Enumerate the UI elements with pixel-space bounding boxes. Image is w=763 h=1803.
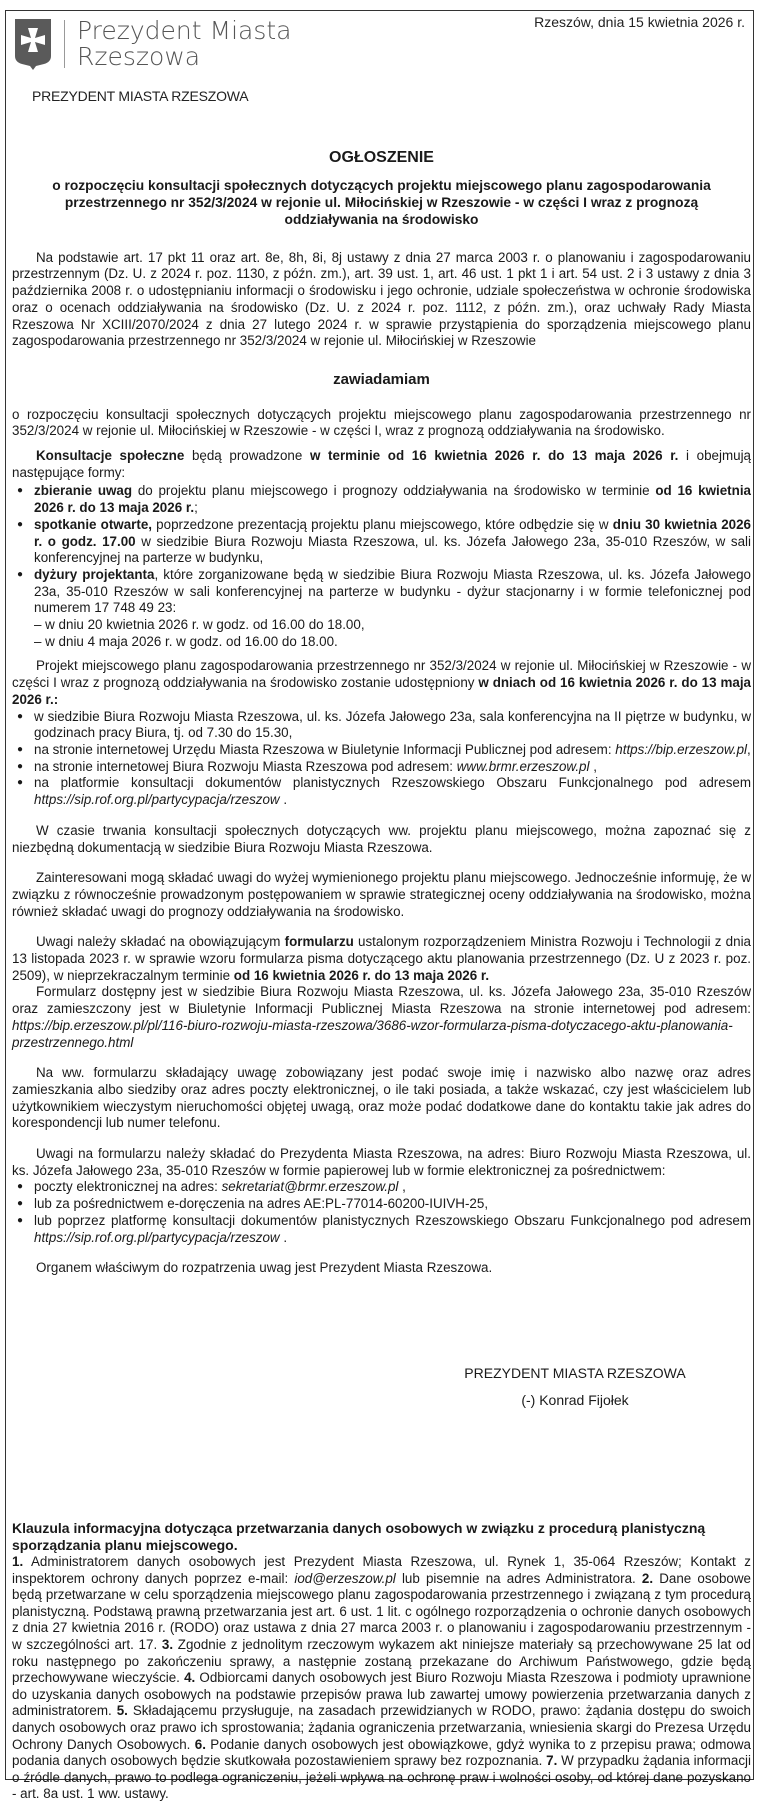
bip-link[interactable]: https://bip.erzeszow.pl xyxy=(615,741,748,757)
form-dates: od 16 kwietnia 2026 r. do 13 maja 2026 r. xyxy=(34,483,751,516)
list-item xyxy=(34,1179,751,1196)
submit-paragraph: Uwagi na formularzu należy składać do Prezydenta Miasta Rzeszowa, na adres: Biuro Rozwoju Miasta Rzeszowa, ul. ks. Józefa Jałowego 23a, 35-010 Rzeszów w formie papierowej lub w formie elektronicznej za pośrednictwem: xyxy=(12,1146,751,1178)
consultation-end: i obejmują następujące formy: xyxy=(12,448,752,480)
sip-link[interactable]: https://sip.rof.org.pl/partycypacja/rzeszow xyxy=(34,1229,280,1245)
clause-num: 3. xyxy=(161,1636,174,1652)
clause-title: Klauzula informacyjna dotycząca przetwarzania danych osobowych w związku z procedurą planistyczną sporządzania planu miejscowego. xyxy=(12,1520,706,1553)
clause-num: 5. xyxy=(116,1703,128,1719)
consultation-dates: w terminie od 16 kwietnia 2026 r. do 13 maja 2026 r. xyxy=(309,448,679,464)
channel-text: lub poprzez platformę konsultacji dokumentów planistycznych Rzeszowskiego Obszaru Funkcjonalnego pod adresem xyxy=(34,1212,751,1228)
form-link[interactable]: https://bip.erzeszow.pl/pl/116-biuro-rozwoju-miasta-rzeszowa/3686-wzor-formularza-pisma-dotyczacego-aktu-planowania-przestrzennego.html xyxy=(12,1017,733,1050)
signature-name: (-) Konrad Fijołek xyxy=(521,1392,629,1408)
form-text: do projektu planu miejscowego i prognozy oddziaływania na środowisko w terminie xyxy=(132,483,656,499)
clause-text: Podanie danych osobowych jest obowiązkowe, gdyż wynika to z przepisu prawa; odmowa podania danych osobowych będzie skutkowała pozostawieniem sprawy bez rozpoznania. xyxy=(12,1736,751,1769)
form-end: w siedzibie Biura Rozwoju Miasta Rzeszowa, ul. ks. Józefa Jałowego 23a, 35-010 Rzeszów, w sali konferencyjnej na parterze w budynku, xyxy=(34,533,751,566)
channel-text: poczty elektronicznej na adres: xyxy=(34,1179,222,1195)
form-avail-text: Formularz dostępny jest w siedzibie Biura Rozwoju Miasta Rzeszowa, ul. ks. Józefa Jałowego 23a, 35-010 Rzeszów oraz zamieszczony jest w Biuletynie Informacji Publicznej Miasta Rzeszowa na stronie internetowej pod adresem: xyxy=(12,984,751,1017)
form-text: poprzedzone prezentacją projektu planu miejscowego, które odbędzie się w xyxy=(152,516,613,532)
submit-channels-list xyxy=(12,1179,751,1246)
clause-num: 4. xyxy=(184,1670,196,1686)
logo-line-1: Prezydent Miasta xyxy=(77,16,292,45)
list-item xyxy=(34,1213,751,1246)
consultation-forms-list xyxy=(12,483,751,650)
sip-link[interactable]: https://sip.rof.org.pl/partycypacja/rzeszow xyxy=(34,792,280,808)
list-item xyxy=(34,759,751,776)
consultation-label: Konsultacje społeczne xyxy=(36,448,185,464)
clause-text: W przypadku żądania informacji o źródle danych, prawo to podlega ograniczeniu, jeżeli wpływa na ochronę praw i wolności osoby, od której dane pozyskano - art. 8a ust. 1 ww. ustawy. xyxy=(12,1753,751,1802)
list-item xyxy=(34,483,751,516)
channel-end: , xyxy=(398,1179,406,1195)
comments-paragraph: Zainteresowani mogą składać uwagi do wyżej wymienionego projektu planu miejscowego. Jednocześnie informuję, że w związku z równocześnie prowadzonym postępowaniem w sprawie strategicznej oceny oddziaływania na środowisko, można również składać uwagi do prognozy oddziaływania na środowisko. xyxy=(12,870,751,919)
list-item xyxy=(34,775,751,808)
form-label: spotkanie otwarte, xyxy=(34,516,153,532)
place-end: , xyxy=(747,741,751,757)
consultation-text: będą prowadzone xyxy=(184,448,310,464)
notice-title: OGŁOSZENIE xyxy=(329,149,434,166)
email-link[interactable]: sekretariat@brmr.erzeszow.pl xyxy=(221,1179,399,1195)
signature-block xyxy=(440,1360,710,1414)
list-item xyxy=(34,517,751,567)
logo-text xyxy=(77,18,292,70)
form-fields-paragraph: Na ww. formularzu składający uwagę zobowiązany jest podać swoje imię i nazwisko albo nazwę oraz adres zamieszkania albo siedziby oraz adres poczty elektronicznej, o ile taki posiada, a także wskazać, czy jest właścicielem lub użytkownikiem wieczystym nieruchomości objętej uwagą, oraz może podać dodatkowe dane do kontaktu takie jak adres do korespondencji lub numer telefonu. xyxy=(12,1065,751,1131)
clause-end: lub pisemnie na adres Administratora. xyxy=(395,1570,642,1586)
availability-list xyxy=(12,709,751,809)
authority-paragraph: Organem właściwym do rozpatrzenia uwag jest Prezydent Miasta Rzeszowa. xyxy=(36,1260,493,1276)
form-label: zbieranie uwag xyxy=(34,483,133,499)
place-text: w siedzibie Biura Rozwoju Miasta Rzeszowa, ul. ks. Józefa Jałowego 23a, sala konferencyjna na II piętrze w budynku, w godzinach pracy Biura, tj. od 7.30 do 15.30, xyxy=(34,708,751,741)
form-availability-paragraph xyxy=(12,984,751,1051)
clause-text: Dane osobowe będą przetwarzane w celu sporządzenia miejscowego planu zagospodarowania przestrzennego i związaną z tym procedurą planistyczną. Podstawą prawną przetwarzania jest art. 6 ust. 1 lit. c ogólnego rozporządzenia o ochronie danych osobowych z dnia 27 kwietnia 2016 r. (RODO) oraz ustawa z dnia 27 marca 2003 r. o planowaniu i zagospodarowaniu przestrzennym - w szczególności art. 17. xyxy=(12,1570,751,1652)
duty-date: – w dniu 20 kwietnia 2026 r. w godz. od 16.00 do 18.00, xyxy=(34,617,365,633)
clause-text: Administratorem danych osobowych jest Prezydent Miasta Rzeszowa, ul. Rynek 1, 35-064 Rzeszów; Kontakt z inspektorem ochrony danych poprzez e-mail: xyxy=(12,1554,751,1586)
issuer-name: PREZYDENT MIASTA RZESZOWA xyxy=(32,88,249,104)
clause-text: Składającemu przysługuje, na zasadach przewidzianych w RODO, prawo: żądania dostępu do swoich danych osobowych oraz prawo ich sprostowania; żądania ograniczenia przetwarzania, wniesienia skargi do Prezesa Urzędu Ochrony Danych Osobowych. xyxy=(12,1703,752,1752)
clause-text: Zgodnie z jednolitym rzeczowym wykazem akt niniejsze materiały są przechowywane 25 lat od roku następnego po zakończeniu sprawy, a następnie zostaną przekazane do Archiwum Państwowego, gdzie będą przechowywane wieczyście. xyxy=(12,1636,751,1686)
letterhead xyxy=(14,18,292,104)
announce-text: o rozpoczęciu konsultacji społecznych dotyczących projektu miejscowego planu zagospodarowania przestrzennego nr 352/3/2024 w rejonie ul. Miłocińskiej w Rzeszowie - w części I, wraz z prognozą oddziaływania na środowisko. xyxy=(12,406,751,439)
document-date: Rzeszów, dnia 15 kwietnia 2026 r. xyxy=(534,14,745,30)
notice-subtitle: o rozpoczęciu konsultacji społecznych dotyczących projektu miejscowego planu zagospodarowania przestrzennego nr 352/3/2024 w rejonie ul. Miłocińskiej w Rzeszowie - w części I wraz z prognozą oddziaływania na środowisko xyxy=(52,177,711,227)
logo-line-2: Rzeszowa xyxy=(77,42,201,71)
legal-basis: Na podstawie art. 17 pkt 11 oraz art. 8e, 8h, 8i, 8j ustawy z dnia 27 marca 2003 r. o planowaniu i zagospodarowaniu przestrzennym (Dz. U. z 2024 r. poz. 1130, z późn. zm.), art. 39 ust. 1, art. 46 ust. 1 pkt 1 i art. 54 ust. 2 i 3 ustawy z dnia 3 października 2008 r. o udostępnianiu informacji o środowisku i jego ochronie, udziale społeczeństwa w ochronie środowiska oraz o ocenach oddziaływania na środowisko (Dz. U. z 2024 r. poz. 1112, z późn. zm.), oraz uchwały Rady Miasta Rzeszowa Nr XCIII/2070/2024 z dnia 27 lutego 2024 r. w sprawie przystąpienia do sporządzenia miejscowego planu zagospodarowania przestrzennego nr 352/3/2024 w rejonie ul. Miłocińskiej w Rzeszowie xyxy=(12,249,751,349)
announce-word: zawiadamiam xyxy=(333,370,430,388)
place-text: na stronie internetowej Urzędu Miasta Rzeszowa w Biuletynie Informacji Publicznej pod adresem: xyxy=(34,741,616,757)
clause-num: 6. xyxy=(194,1736,206,1752)
list-item xyxy=(34,742,751,759)
clause-num: 2. xyxy=(641,1570,654,1586)
channel-end: . xyxy=(279,1229,288,1245)
clause-text: Odbiorcami danych osobowych jest Biuro Rozwoju Miasta Rzeszowa i podmioty uprawnione do uzyskania danych osobowych na podstawie przepisów prawa lub zawartej umowy powierzenia przetwarzania danych z administratorem. xyxy=(12,1670,751,1719)
clause-body xyxy=(12,1554,751,1803)
form-text-2: ustalonym rozporządzeniem Ministra Rozwoju i Technologii z dnia 13 listopada 2023 r. w sprawie wzoru formularza pisma dotyczącego aktu planowania przestrzennego (Dz. U z 2023 r. poz. 2509), w nieprzekraczalnym terminie xyxy=(12,934,751,983)
list-item xyxy=(34,1196,751,1213)
availability-text: Projekt miejscowego planu zagospodarowania przestrzennego nr 352/3/2024 w rejonie ul. Miłocińskiej w Rzeszowie - w części I wraz z prognozą oddziaływania na środowisko zostanie udostępniony xyxy=(12,658,751,691)
availability-dates: w dniach od 16 kwietnia 2026 r. do 13 maja 2026 r.: xyxy=(12,675,751,707)
signature-title: PREZYDENT MIASTA RZESZOWA xyxy=(464,1365,686,1381)
place-end: , xyxy=(589,758,597,774)
form-deadline: od 16 kwietnia 2026 r. do 13 maja 2026 r. xyxy=(233,967,490,983)
list-item xyxy=(34,567,751,651)
form-text: , które zorganizowane będą w siedzibie Biura Rozwoju Miasta Rzeszowa, ul. ks. Józefa Jałowego 23a, 35-010 Rzeszów w sali konferencyjnej na parterze w budynku - dyżur stacjonarny i w formie telefonicznej pod numerem 17 748 49 23: xyxy=(34,566,751,616)
form-end: ; xyxy=(194,500,198,516)
channel-text: lub za pośrednictwem e-doręczenia na adres AE:PL-77014-60200-IUIVH-25, xyxy=(34,1196,489,1212)
logo xyxy=(14,18,292,70)
consultation-intro xyxy=(12,448,751,481)
brmr-link[interactable]: www.brmr.erzeszow.pl xyxy=(456,758,590,774)
place-end: . xyxy=(279,792,288,808)
coat-of-arms-shield-icon xyxy=(14,18,52,70)
notice-body xyxy=(12,150,751,1277)
form-text-1: Uwagi należy składać na obowiązującym xyxy=(36,934,285,950)
list-item xyxy=(34,709,751,742)
place-text: na platformie konsultacji dokumentów planistycznych Rzeszowskiego Obszaru Funkcjonalnego pod adresem xyxy=(34,775,751,791)
clause-num: 7. xyxy=(546,1753,558,1769)
iod-email-link[interactable]: iod@erzeszow.pl xyxy=(294,1570,396,1586)
form-label: dyżury projektanta xyxy=(34,566,155,582)
logo-separator xyxy=(64,20,65,68)
form-word: formularzu xyxy=(284,934,354,950)
privacy-clause xyxy=(12,1520,751,1803)
documentation-paragraph: W czasie trwania konsultacji społecznych dotyczących ww. projektu planu miejscowego, można zapoznać się z niezbędną dokumentacją w siedzibie Biura Rozwoju Miasta Rzeszowa. xyxy=(12,822,751,855)
form-dates: dniu 30 kwietnia 2026 r. o godz. 17.00 xyxy=(34,516,751,549)
clause-num: 1. xyxy=(12,1554,24,1569)
form-paragraph xyxy=(12,934,751,984)
place-text: na stronie internetowej Biura Rozwoju Miasta Rzeszowa pod adresem: xyxy=(34,758,457,774)
duty-date: – w dniu 4 maja 2026 r. w godz. od 16.00 do 18.00. xyxy=(34,633,338,649)
availability-intro xyxy=(12,658,751,708)
